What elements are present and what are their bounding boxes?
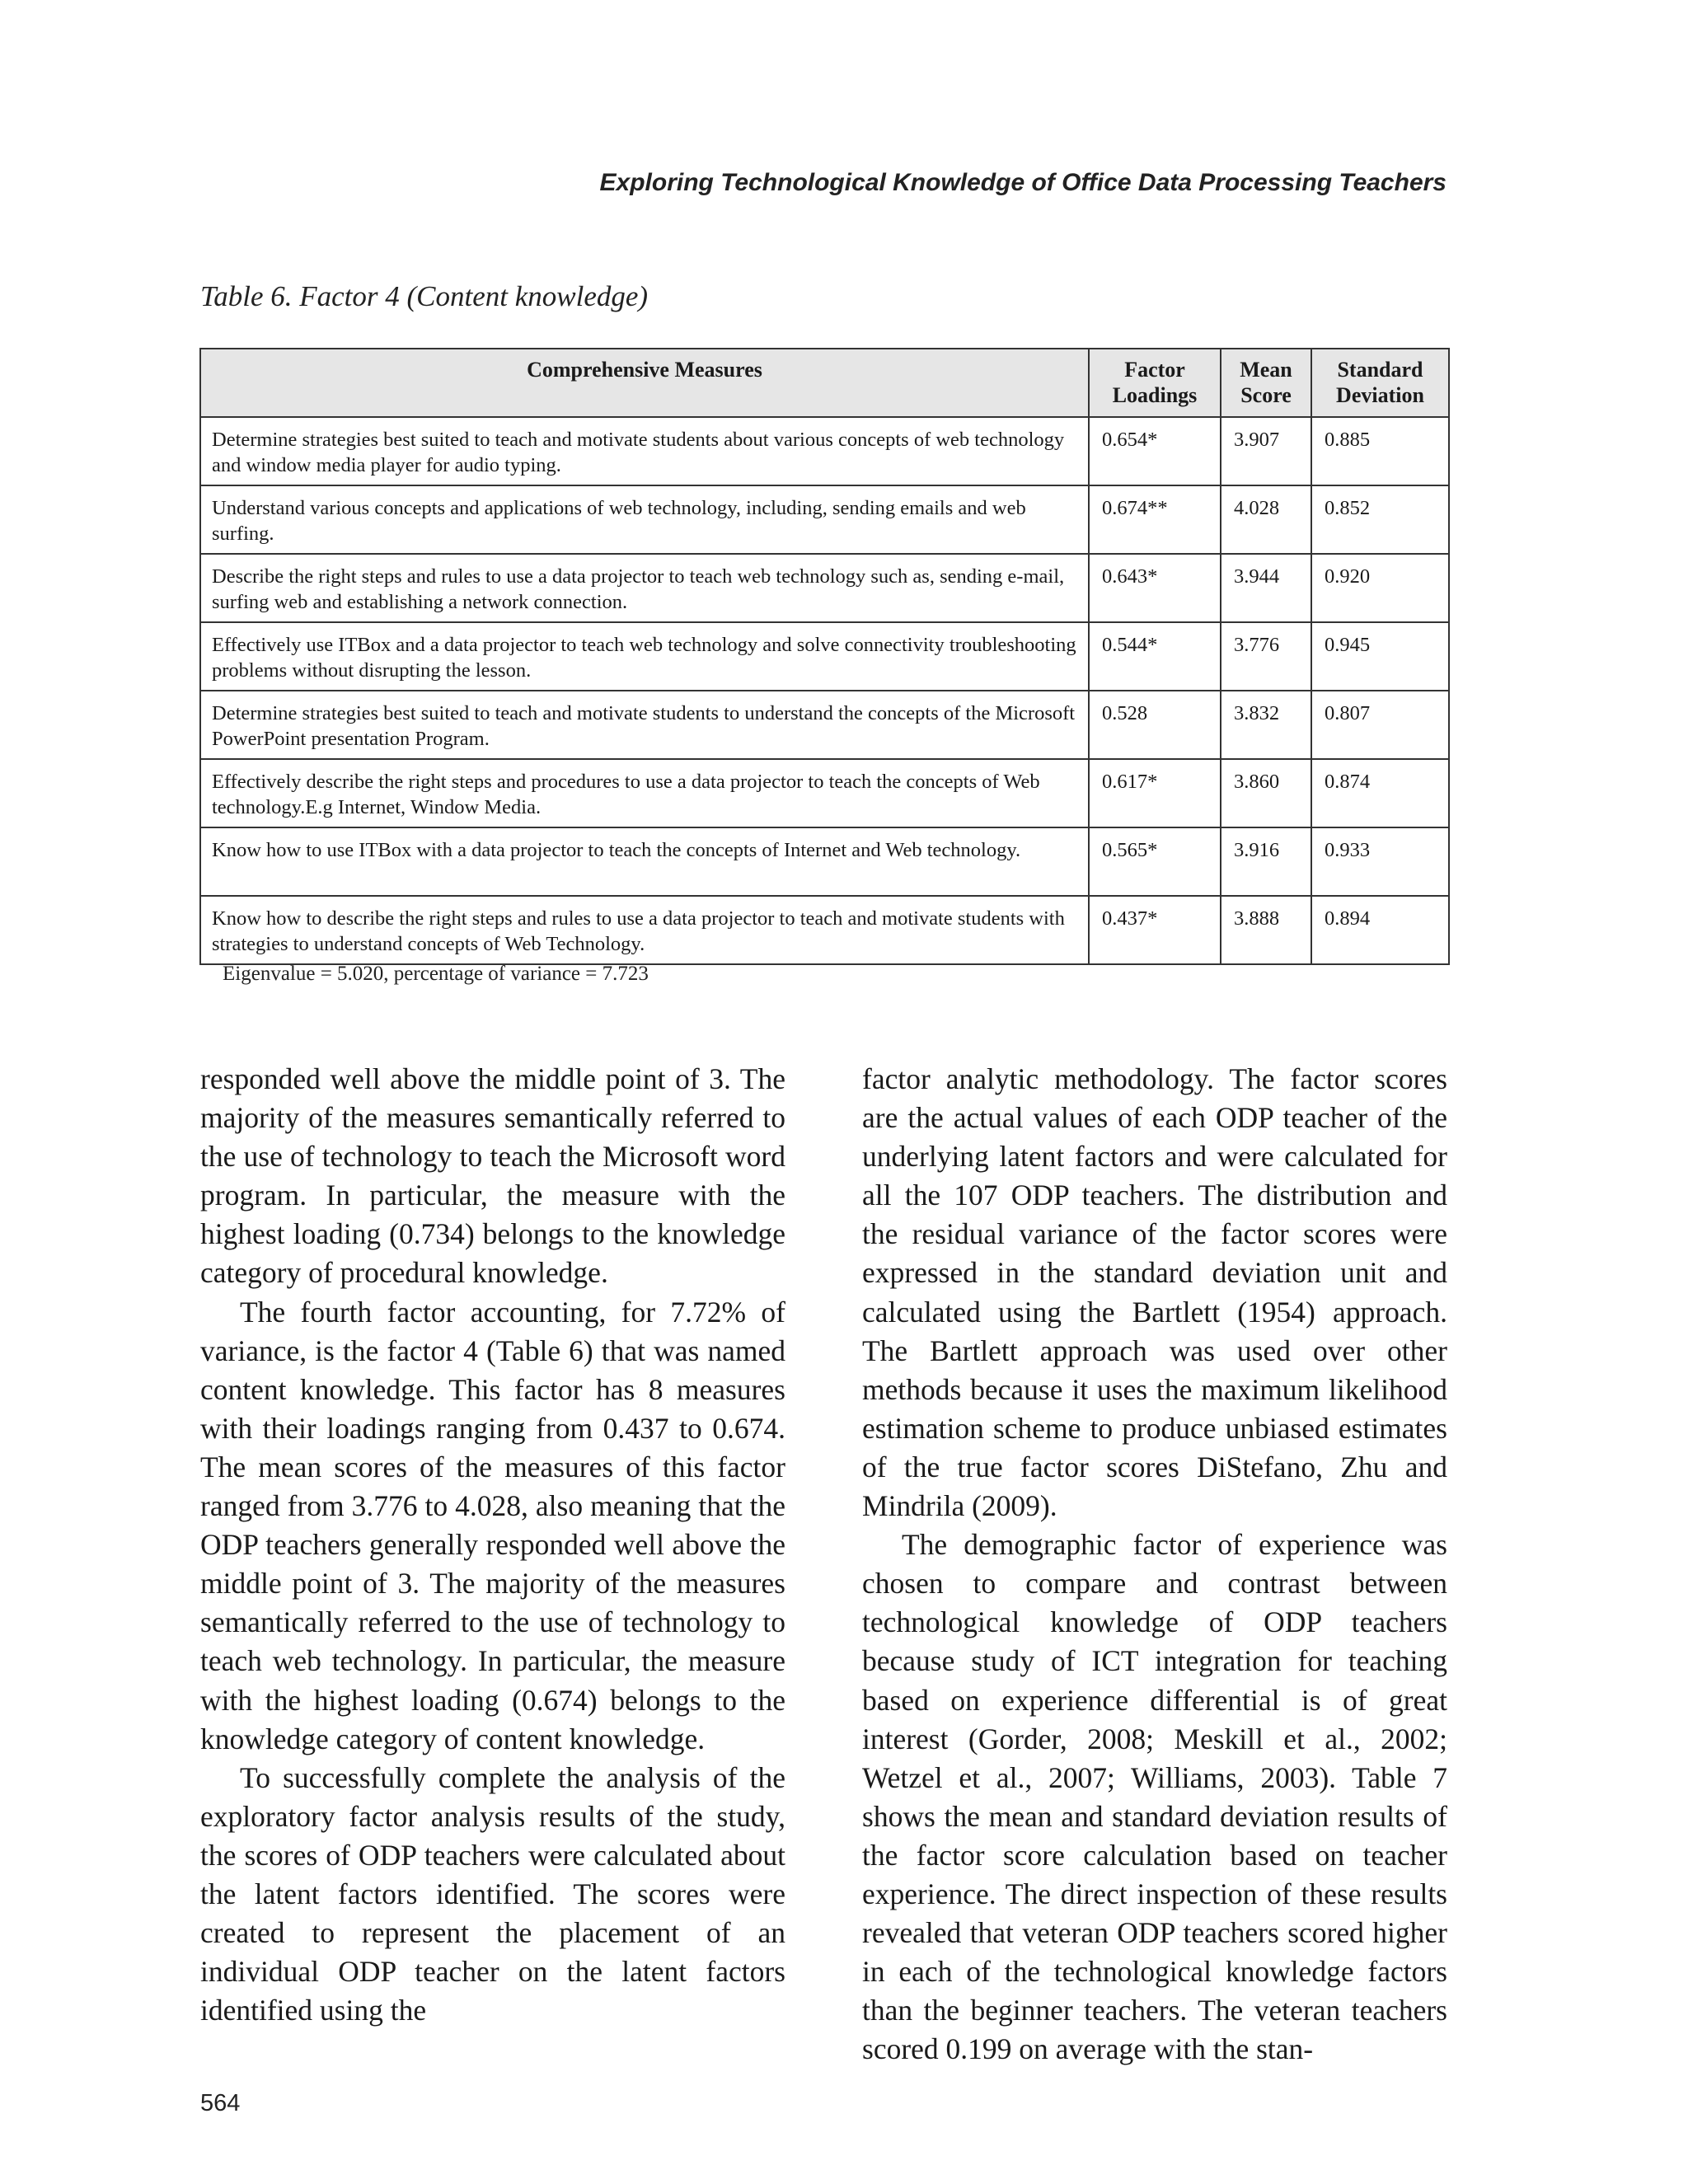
header-factor-label-1: Factor bbox=[1124, 358, 1185, 382]
measure-cell: Know how to describe the right steps and rules to use a data projector to teach and motivate students with strategies to understand concepts of Web Technology. bbox=[200, 896, 1089, 964]
table-row bbox=[200, 896, 1449, 964]
body-paragraph: To successfully complete the analysis of the exploratory factor analysis results of the study, the scores of ODP teachers were calculated about the latent factors identified. The scores were created to represent the placement of an individual ODP teacher on the latent factors identified using the bbox=[200, 1760, 785, 2027]
measure-cell: Know how to use ITBox with a data projector to teach the concepts of Internet and Web technology. bbox=[200, 827, 1089, 896]
mean-score-cell: 3.776 bbox=[1221, 622, 1311, 691]
header-mean-label-2: Score bbox=[1240, 383, 1292, 407]
header-measures-label: Comprehensive Measures bbox=[527, 358, 762, 382]
factor-loading-cell: 0.544* bbox=[1089, 622, 1221, 691]
table-caption: Table 6. Factor 4 (Content knowledge) bbox=[200, 280, 649, 312]
body-column-left bbox=[200, 1060, 785, 2030]
measure-cell: Determine strategies best suited to teach and motivate students to understand the concepts of the Microsoft PowerPoint presentation Program. bbox=[200, 691, 1089, 759]
measure-cell: Describe the right steps and rules to use a data projector to teach web technology such as, sending e-mail, surfing web and establishing a network connection. bbox=[200, 554, 1089, 622]
measure-cell: Effectively describe the right steps and procedures to use a data projector to teach the concepts of Web technology.E.g Internet, Window Media. bbox=[200, 759, 1089, 827]
standard-deviation-cell: 0.852 bbox=[1311, 485, 1449, 554]
measure-cell: Effectively use ITBox and a data projector to teach web technology and solve connectivity troubleshooting problems without disrupting the lesson. bbox=[200, 622, 1089, 691]
header-standard-deviation bbox=[1311, 349, 1449, 417]
factor-loading-cell: 0.565* bbox=[1089, 827, 1221, 896]
running-header: Exploring Technological Knowledge of Office Data Processing Teachers bbox=[599, 169, 1447, 196]
factor-loading-cell: 0.674** bbox=[1089, 485, 1221, 554]
mean-score-cell: 3.907 bbox=[1221, 417, 1311, 485]
header-mean-score bbox=[1221, 349, 1311, 417]
header-factor-loadings bbox=[1089, 349, 1221, 417]
table-note: Eigenvalue = 5.020, percentage of variance = 7.723 bbox=[223, 963, 649, 985]
standard-deviation-cell: 0.807 bbox=[1311, 691, 1449, 759]
header-sd-label-2: Deviation bbox=[1336, 383, 1424, 407]
standard-deviation-cell: 0.885 bbox=[1311, 417, 1449, 485]
page-number: 564 bbox=[200, 2090, 241, 2116]
standard-deviation-cell: 0.933 bbox=[1311, 827, 1449, 896]
factor-loading-cell: 0.528 bbox=[1089, 691, 1221, 759]
mean-score-cell: 3.860 bbox=[1221, 759, 1311, 827]
factor-loading-cell: 0.654* bbox=[1089, 417, 1221, 485]
standard-deviation-cell: 0.894 bbox=[1311, 896, 1449, 964]
mean-score-cell: 3.944 bbox=[1221, 554, 1311, 622]
header-sd-label-1: Standard bbox=[1337, 358, 1423, 382]
factor-table-container bbox=[199, 348, 1448, 965]
standard-deviation-cell: 0.874 bbox=[1311, 759, 1449, 827]
factor-table bbox=[199, 348, 1450, 965]
factor-loading-cell: 0.617* bbox=[1089, 759, 1221, 827]
mean-score-cell: 3.888 bbox=[1221, 896, 1311, 964]
table-row bbox=[200, 759, 1449, 827]
table-row bbox=[200, 417, 1449, 485]
table-row bbox=[200, 622, 1449, 691]
factor-loading-cell: 0.643* bbox=[1089, 554, 1221, 622]
standard-deviation-cell: 0.945 bbox=[1311, 622, 1449, 691]
body-paragraph: factor analytic methodology. The factor scores are the actual values of each ODP teacher of the underlying latent factors and were calculated for all the 107 ODP teachers. The distribution and the residual variance of the factor scores were expressed in the standard deviation unit and calculated using the Bartlett (1954) approach. The Bartlett approach was used over other methods because it uses the maximum likelihood estimation scheme to produce unbiased estimates of the true factor scores DiStefano, Zhu and Mindrila (2009). bbox=[862, 1062, 1447, 1523]
table-row bbox=[200, 827, 1449, 896]
mean-score-cell: 3.832 bbox=[1221, 691, 1311, 759]
header-factor-label-2: Loadings bbox=[1112, 383, 1198, 407]
measure-cell: Determine strategies best suited to teach and motivate students about various concepts of web technology and window media player for audio typing. bbox=[200, 417, 1089, 485]
table-row bbox=[200, 554, 1449, 622]
table-header-row bbox=[200, 349, 1449, 417]
factor-loading-cell: 0.437* bbox=[1089, 896, 1221, 964]
header-mean-label-1: Mean bbox=[1240, 358, 1292, 382]
mean-score-cell: 4.028 bbox=[1221, 485, 1311, 554]
table-row bbox=[200, 691, 1449, 759]
body-column-right bbox=[862, 1060, 1447, 2069]
body-paragraph: responded well above the middle point of 3. The majority of the measures semantically referred to the use of technology to teach the Microsoft word program. In particular, the measure with the highest loading (0.734) belongs to the knowledge category of procedural knowledge. bbox=[200, 1062, 785, 1290]
body-paragraph: The fourth factor accounting, for 7.72% of variance, is the factor 4 (Table 6) that was named content knowledge. This factor has 8 measures with their loadings ranging from 0.437 to 0.674. The mean scores of the measures of this factor ranged from 3.776 to 4.028, also meaning that the ODP teachers generally responded well above the middle point of 3. The majority of the measures semantically referred to the use of technology to teach web technology. In particular, the measure with the highest loading (0.674) belongs to the knowledge category of content knowledge. bbox=[200, 1295, 785, 1755]
measure-cell: Understand various concepts and applications of web technology, including, sending emails and web surfing. bbox=[200, 485, 1089, 554]
body-paragraph: The demographic factor of experience was chosen to compare and contrast between technological knowledge of ODP teachers because study of ICT integration for teaching based on experience differential is of great interest (Gorder, 2008; Meskill et al., 2002; Wetzel et al., 2007; Williams, 2003). Table 7 shows the mean and standard deviation results of the factor score calculation based on teacher experience. The direct inspection of these results revealed that veteran ODP teachers scored higher in each of the technological knowledge factors than the beginner teachers. The veteran teachers scored 0.199 on average with the stan- bbox=[862, 1528, 1447, 2066]
standard-deviation-cell: 0.920 bbox=[1311, 554, 1449, 622]
table-row bbox=[200, 485, 1449, 554]
header-comprehensive-measures bbox=[200, 349, 1089, 417]
mean-score-cell: 3.916 bbox=[1221, 827, 1311, 896]
